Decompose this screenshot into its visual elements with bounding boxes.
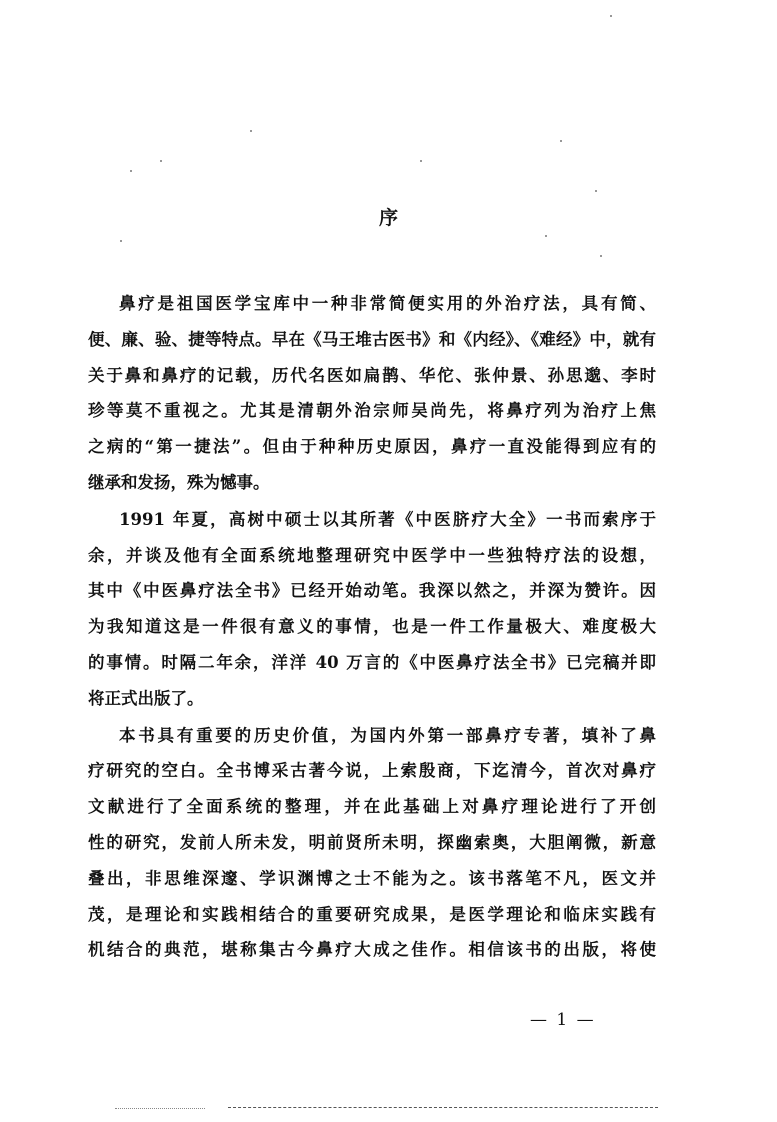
paragraph-3 [88, 718, 656, 969]
scan-speck [120, 240, 122, 242]
text-line: 之病的“第一捷法”。但由于种种历史原因，鼻疗一直没能得到应有的 [88, 437, 656, 457]
text-line: 机结合的典范，堪称集古今鼻疗大成之佳作。相信该书的出版，将使 [88, 940, 656, 960]
scan-speck [130, 170, 132, 172]
text-line: 将正式出版了。 [88, 688, 204, 708]
text-line: 珍等莫不重视之。尤其是清朝外治宗师吴尚先，将鼻疗列为治疗上焦 [88, 401, 656, 421]
text-line: 的事情。时隔二年余，洋洋 40 万言的《中医鼻疗法全书》已完稿并即 [88, 652, 656, 672]
text-line: 1991 年夏，高树中硕士以其所著《中医脐疗大全》一书而索序于 [119, 509, 656, 529]
page-title: 序 [378, 207, 398, 229]
text-line: 叠出，非思维深邃、学识渊博之士不能为之。该书落笔不凡，医文并 [88, 868, 656, 888]
text-line: 为我知道这是一件很有意义的事情，也是一件工作量极大、难度极大 [88, 617, 656, 637]
scan-speck [595, 190, 597, 192]
text-line: 继承和发扬，殊为憾事。 [88, 472, 270, 492]
text-line: 茂，是理论和实践相结合的重要研究成果，是医学理论和临床实践有 [88, 904, 656, 924]
scan-speck [160, 160, 162, 162]
scan-speck [420, 160, 422, 162]
scan-speck [545, 235, 547, 237]
text-line: 性的研究，发前人所未发，明前贤所未明，探幽索奥，大胆阐微，新意 [88, 832, 656, 852]
scan-speck [560, 140, 562, 142]
text-line: 文献进行了全面系统的整理，并在此基础上对鼻疗理论进行了开创 [88, 797, 656, 817]
scan-speck [250, 130, 252, 132]
text-line: 关于鼻和鼻疗的记载，历代名医如扁鹊、华佗、张仲景、孙思邈、李时 [88, 365, 656, 385]
text-line: 本书具有重要的历史价值，为国内外第一部鼻疗专著，填补了鼻 [119, 725, 656, 745]
text-line: 便、廉、验、捷等特点。早在《马王堆古医书》和《内经》、《难经》中，就有 [88, 329, 656, 349]
text-line: 其中《中医鼻疗法全书》已经开始动笔。我深以然之，并深为赞许。因 [88, 581, 656, 601]
scan-edge-line [228, 1107, 658, 1108]
text-line: 鼻疗是祖国医学宝库中一种非常简便实用的外治疗法，具有简、 [119, 294, 656, 313]
text-line: 疗研究的空白。全书博采古著今说，上索殷商，下迄清今，首次对鼻疗 [88, 761, 656, 781]
scan-speck [610, 15, 612, 17]
scan-speck [600, 255, 602, 257]
paragraph-2 [88, 502, 656, 717]
scan-edge-line [115, 1108, 205, 1109]
page-number: — 1 — [530, 1010, 596, 1030]
body-text [88, 286, 656, 969]
paragraph-1 [88, 286, 656, 501]
text-line: 余，并谈及他有全面系统地整理研究中医学中一些独特疗法的设想， [88, 545, 656, 565]
